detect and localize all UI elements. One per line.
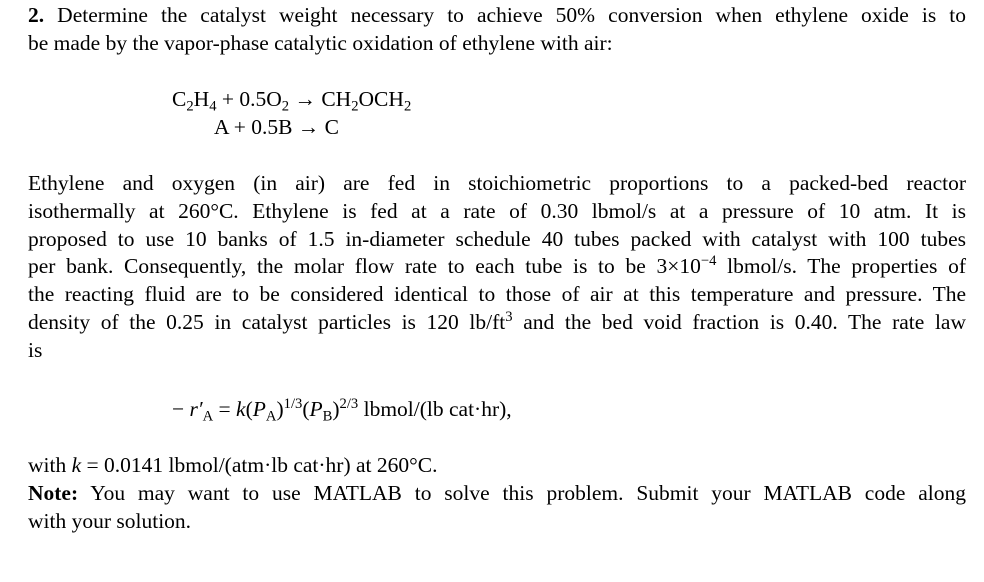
body-line-5: the reacting fluid are to be considered identical to those of air at this temperature and pressure. The: [28, 282, 966, 307]
body-line-4: per bank. Consequently, the molar flow rate to each tube is to be $3\times 10^{-4}$ lbmol/s. The properties of: [28, 253, 966, 279]
body-line-3: proposed to use 10 banks of 1.5 in-diameter schedule 40 tubes packed with catalyst with 100 tubes: [28, 226, 966, 251]
body-line-6: density of the 0.25 in catalyst particles is 120 $lb/ft^3$ and the bed void fraction is 0.40. The rate law: [28, 308, 966, 334]
closing-text: [28, 452, 966, 535]
note-line-2: with your solution.: [28, 508, 192, 533]
note-label: Note:: [28, 480, 79, 505]
problem-number: 2.: [28, 3, 45, 27]
body-line-2: isothermally at 260°C. Ethylene is fed at a rate of 0.30 lbmol/s at a pressure of 10 atm. It is: [28, 198, 966, 223]
rate-constant-line: with k = 0.0141 lbmol/(atm·lb cat·hr) at 260°C.: [28, 453, 438, 477]
problem-statement: [28, 2, 966, 58]
body-line-7: is: [28, 337, 43, 362]
reaction-equation: $C_2H_4 + 0.5O_2 \to CH_2OCH_2$: [172, 87, 412, 115]
statement-line-2: be made by the vapor-phase catalytic oxidation of ethylene with air:: [28, 30, 613, 55]
reaction-symbolic: A + 0.5B → C: [214, 115, 340, 139]
problem-body: [28, 170, 966, 365]
statement-line-1: 2. Determine the catalyst weight necessary to achieve 50% conversion when ethylene oxide is to: [28, 3, 966, 27]
body-line-1: Ethylene and oxygen (in air) are fed in stoichiometric proportions to a packed-bed reactor: [28, 171, 966, 195]
note-line-1: Note: You may want to use MATLAB to solve this problem. Submit your MATLAB code along: [28, 480, 966, 505]
rate-law-equation: − $r'_A = k(P_A)^{1/3}(P_B)^{2/3}$ lbmol/(lb cat·hr),: [172, 395, 512, 425]
